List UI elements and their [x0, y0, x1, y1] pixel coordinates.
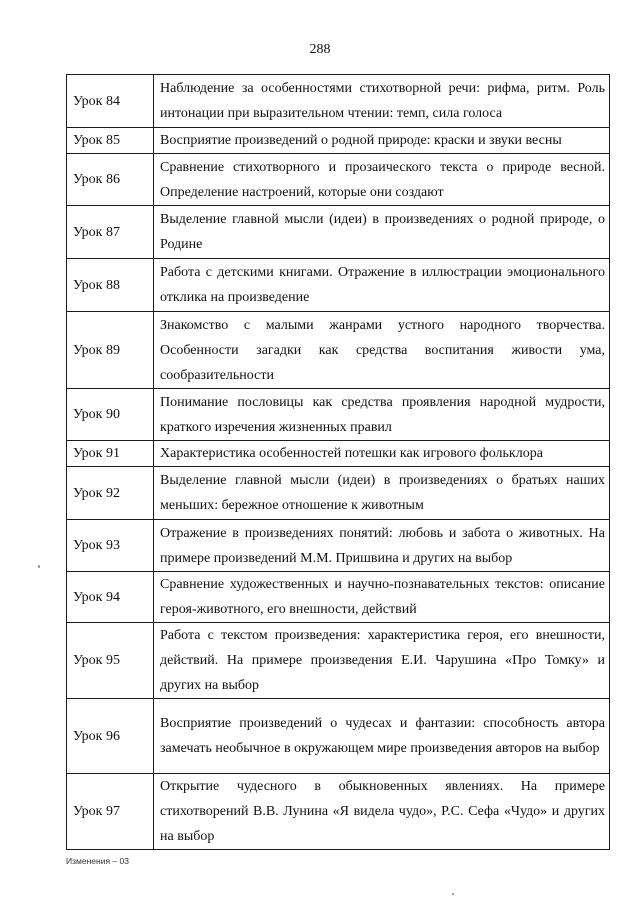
lesson-topic: Сравнение художественных и научно-познавательных текстов: описание героя-животного, его внешности, действий: [154, 572, 610, 623]
scan-speck: [38, 565, 40, 568]
lesson-number: Урок 85: [67, 128, 154, 154]
lessons-table: [66, 74, 610, 850]
lesson-topic: Восприятие произведений о родной природе: краски и звуки весны: [154, 128, 610, 154]
lesson-number: Урок 95: [67, 623, 154, 699]
lesson-number: Урок 84: [67, 75, 154, 128]
lesson-topic: Выделение главной мысли (идеи) в произведениях о братьях наших меньших: бережное отношение к животным: [154, 467, 610, 520]
table-row: [67, 259, 610, 312]
lesson-number: Урок 86: [67, 154, 154, 206]
lesson-topic: Сравнение стихотворного и прозаического текста о природе весной. Определение настроений, которые они создают: [154, 154, 610, 206]
table-row: [67, 623, 610, 699]
table-row: [67, 467, 610, 520]
lesson-topic: Характеристика особенностей потешки как игрового фольклора: [154, 441, 610, 467]
scan-speck: [452, 893, 454, 895]
lesson-number: Урок 91: [67, 441, 154, 467]
table-row: [67, 520, 610, 572]
table-row: [67, 774, 610, 850]
lesson-topic: Работа с детскими книгами. Отражение в иллюстрации эмоционального отклика на произведение: [154, 259, 610, 312]
lesson-number: Урок 96: [67, 699, 154, 774]
lesson-topic: Понимание пословицы как средства проявления народной мудрости, краткого изречения жизненных правил: [154, 389, 610, 441]
lesson-number: Урок 90: [67, 389, 154, 441]
table-row: [67, 154, 610, 206]
table-row: [67, 389, 610, 441]
lesson-topic: Открытие чудесного в обыкновенных явлениях. На примере стихотворений В.В. Лунина «Я видела чудо», Р.С. Сефа «Чудо» и других на выбор: [154, 774, 610, 850]
lesson-topic: Знакомство с малыми жанрами устного народного творчества. Особенности загадки как средства воспитания живости ума, сообразительности: [154, 312, 610, 389]
table-row: [67, 75, 610, 128]
page-number: 288: [309, 42, 331, 57]
lesson-topic: Выделение главной мысли (идеи) в произведениях о родной природе, о Родине: [154, 206, 610, 259]
revision-note: Изменения – 03: [66, 856, 129, 866]
lesson-topic: Наблюдение за особенностями стихотворной речи: рифма, ритм. Роль интонации при выразительном чтении: темп, сила голоса: [154, 75, 610, 128]
lesson-topic: Отражение в произведениях понятий: любовь и забота о животных. На примере произведений М.М. Пришвина и других на выбор: [154, 520, 610, 572]
lesson-number: Урок 88: [67, 259, 154, 312]
table-row: [67, 128, 610, 154]
lesson-number: Урок 89: [67, 312, 154, 389]
table-row: [67, 699, 610, 774]
lesson-number: Урок 87: [67, 206, 154, 259]
lesson-topic: Восприятие произведений о чудесах и фантазии: способность автора замечать необычное в окружающем мире произведения авторов на выбор: [154, 699, 610, 774]
lesson-number: Урок 93: [67, 520, 154, 572]
lesson-topic: Работа с текстом произведения: характеристика героя, его внешности, действий. На примере произведения Е.И. Чарушина «Про Томку» и других на выбор: [154, 623, 610, 699]
table-row: [67, 312, 610, 389]
lesson-number: Урок 97: [67, 774, 154, 850]
table-row: [67, 572, 610, 623]
table-row: [67, 206, 610, 259]
table-row: [67, 441, 610, 467]
lesson-number: Урок 92: [67, 467, 154, 520]
lesson-number: Урок 94: [67, 572, 154, 623]
